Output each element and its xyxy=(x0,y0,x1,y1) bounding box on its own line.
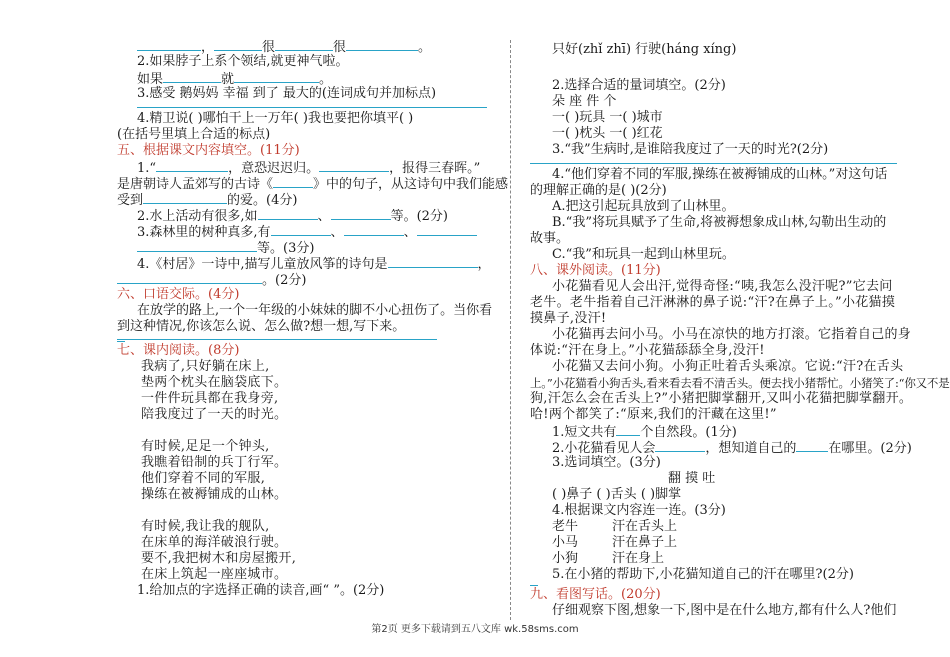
r-measure-words: 朵 座 件 个 xyxy=(552,94,617,109)
section-9-title: 九、看图写话。(20分) xyxy=(530,587,661,602)
s5-line5: 3.森林里的树种真多,有 、 、 xyxy=(137,223,477,241)
poem-line: 陪我度过了一天的时光。 xyxy=(141,407,288,422)
q8-4: 4.根据课文内容连一连。(3分) xyxy=(552,503,726,518)
s5-line3: 受到 的爱。(4分) xyxy=(117,193,298,208)
r-fill-b: 一( )枕头 一( )红花 xyxy=(552,126,663,141)
match-row: 老牛 汗在舌头上 xyxy=(552,519,678,534)
story-line: 小花猫再去问小马。小马在凉快的地方打滚。它指着自己的身 xyxy=(552,327,912,342)
story-line: 体说:“汗在身上。”小花猫舔舔全身,没汗! xyxy=(530,343,765,358)
q7-1: 1.给加点的字选择正确的读音,画“ ”。(2分) xyxy=(137,583,385,598)
poem-line: 他们穿着不同的军服, xyxy=(141,471,266,486)
answer-line xyxy=(530,585,538,586)
section-7-title: 七、课内阅读。(8分) xyxy=(117,343,240,358)
r-pinyin: 只好(zhǐ zhī) 行驶(háng xíng) xyxy=(552,42,737,57)
poem-line: 我瞧着铅制的兵丁行军。 xyxy=(141,455,288,470)
s9-line1: 仔细观察下图,想象一下,图中是在什么地方,都有什么人?他们 xyxy=(552,603,897,618)
match-row: 小马 汗在鼻子上 xyxy=(552,535,678,550)
r-opt-a: A.把这引起玩具放到了山林里。 xyxy=(552,199,735,214)
poem-line: 在床单的海洋破浪行驶。 xyxy=(141,535,288,550)
r-q4b: 的理解正确的是( )(2分) xyxy=(530,183,667,198)
section-6-title: 六、口语交际。(4分) xyxy=(117,287,240,302)
s5-line8: 。(2分) xyxy=(117,271,306,289)
column-divider xyxy=(510,40,511,620)
q2-text: 2.如果脖子上系个领结,就更神气啦。 xyxy=(137,54,349,69)
q2-fill: 如果 就 。 xyxy=(137,72,333,87)
q4-text: 4.精卫说( )哪怕干上一万年( )我也要把你填平( ) xyxy=(137,111,414,126)
answer-line xyxy=(137,107,487,108)
q8-1: 1.短文共有 个自然段。(1分) xyxy=(552,425,737,440)
poem-line: 在床上筑起一座座城市。 xyxy=(141,567,288,582)
section-8-title: 八、课外阅读。(11分) xyxy=(530,263,661,278)
story-line: 小花猫又去问小狗。小狗正吐着舌头乘凉。它说:“汗?在舌头 xyxy=(552,359,904,374)
r-opt-b: B.“我”将玩具赋予了生命,将被褥想象成山林,勾勒出生动的 xyxy=(552,215,887,230)
s6-line1: 在放学的路上,一个一年级的小妹妹的脚不小心扭伤了。当你看 xyxy=(137,303,493,318)
q8-2: 2.小花猫看见人会 ，想知道自己的 在哪里。(2分) xyxy=(552,441,912,456)
s5-line4: 2.水上活动有很多,如 、 等。(2分) xyxy=(137,209,448,224)
s5-line7: 4.《村居》一诗中,描写儿童放风筝的诗句是 ， xyxy=(137,257,491,272)
match-row: 小狗 汗在身上 xyxy=(552,551,665,566)
r-opt-b2: 故事。 xyxy=(530,231,570,246)
s5-line1: 1.“ ，意恐迟迟归。 ，报得三春晖。” xyxy=(137,161,481,176)
q8-5: 5.在小猪的帮助下,小花猫知道自己的汗在哪里?(2分) xyxy=(552,567,854,582)
poem-line: 操练在被褥铺成的山林。 xyxy=(141,487,288,502)
s6-line2: 到这种情况,你该怎么说、怎么做?想一想,写下来。 xyxy=(117,319,406,334)
page-footer: 第2页 更多下载请到五八文库 wk.58sms.com xyxy=(371,624,579,635)
poem-line: 垫两个枕头在脑袋底下。 xyxy=(141,375,288,390)
poem-line: 我病了,只好躺在床上, xyxy=(141,359,270,374)
story-line: 摸鼻子,没汗! xyxy=(530,311,607,326)
answer-line xyxy=(530,163,897,164)
fill-line-1: ， 很 很 。 xyxy=(137,38,431,56)
answer-line xyxy=(117,339,437,340)
story-line: 狗,汗怎么会在舌头上?”小猪把脚掌翻开,又叫小花猫把脚掌翻开。 xyxy=(530,391,913,406)
q4-note: (在括号里填上合适的标点) xyxy=(117,127,271,142)
r-opt-c: C.“我”和玩具一起到山林里玩。 xyxy=(552,247,735,262)
poem-line: 有时候,足足一个钟头, xyxy=(141,439,270,454)
q3-text: 3.感受 鹅妈妈 幸福 到了 最大的(连词成句并加标点) xyxy=(137,86,437,101)
r-q3: 3.“我”生病时,是谁陪我度过了一天的时光?(2分) xyxy=(552,142,829,157)
q8-3-words: 翻 摸 吐 xyxy=(668,471,716,486)
s5-line2: 是唐朝诗人孟郊写的古诗《 》中的句子，从这诗句中我们能感 xyxy=(117,177,509,192)
s5-line6: 等。(3分) xyxy=(137,239,314,257)
q8-3: 3.选词填空。(3分) xyxy=(552,455,661,470)
r-q2: 2.选择合适的量词填空。(2分) xyxy=(552,78,726,93)
answer-line xyxy=(117,341,125,342)
story-line: 小花猫看见人会出汗,觉得奇怪:“咦,我怎么没汗呢?”它去问 xyxy=(552,279,893,294)
poem-line: 要不,我把树木和房屋搬开, xyxy=(141,551,297,566)
r-fill-a: 一( )玩具 一( )城市 xyxy=(552,110,663,125)
poem-line: 有时候,我让我的舰队, xyxy=(141,519,270,534)
section-5-title: 五、根据课文内容填空。(11分) xyxy=(117,143,300,158)
story-line: 老牛。老牛指着自己汗淋淋的鼻子说:“汗?在鼻子上。”小花猫摸 xyxy=(530,295,896,310)
story-line: 哈!两个都笑了:“原来,我们的汗藏在这里!” xyxy=(530,407,777,422)
r-q4: 4.“他们穿着不同的军服,操练在被褥铺成的山林。”对这句话 xyxy=(552,167,888,182)
q8-3-blanks: ( )鼻子 ( )舌头 ( )脚掌 xyxy=(552,487,682,502)
story-line: 上。”小花猫看小狗舌头,看来看去看不清舌头。便去找小猪帮忙。小猪笑了:“你又不是 xyxy=(530,376,950,390)
poem-line: 一件件玩具都在我身旁, xyxy=(141,391,279,406)
